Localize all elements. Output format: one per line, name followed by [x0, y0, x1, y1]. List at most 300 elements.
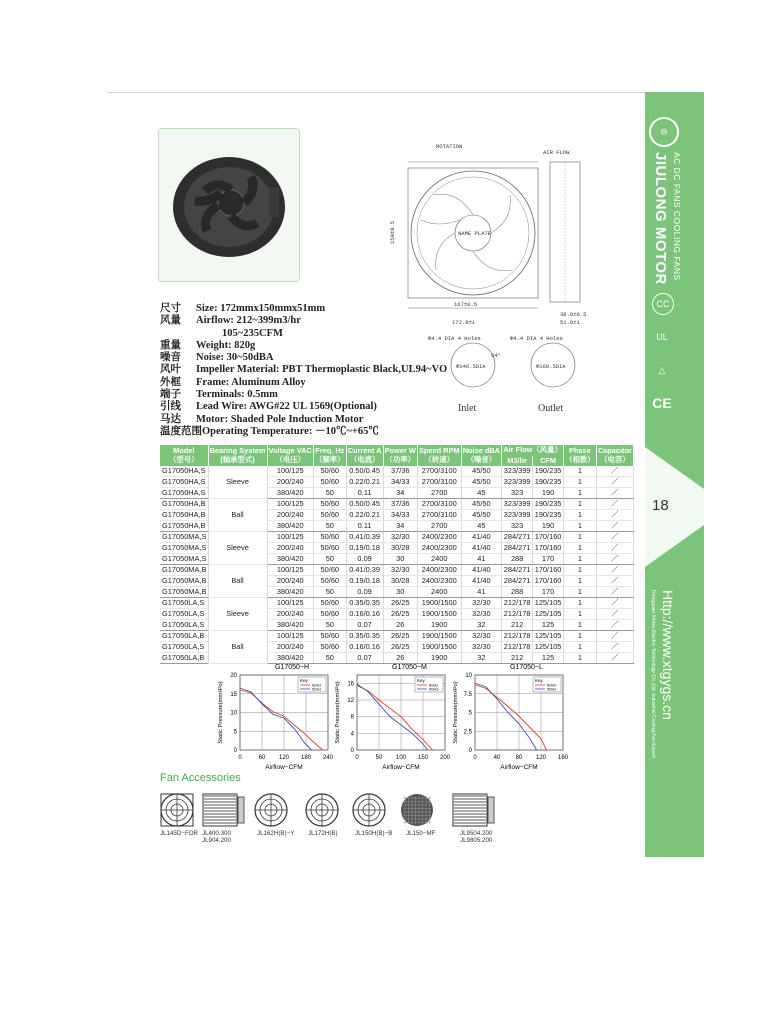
- x-tick-label: 60: [258, 755, 266, 761]
- table-cell: 1900/1500: [417, 609, 461, 620]
- dim-167: 167±0.5: [454, 301, 478, 308]
- table-cell: 1900/1500: [417, 598, 461, 609]
- table-cell: 100/125: [267, 532, 313, 543]
- table-cell: 0.22/0.21: [346, 477, 383, 488]
- table-cell: 2700/3100: [417, 510, 461, 521]
- table-cell: ／: [596, 653, 633, 664]
- table-header: Noise dBA （噪音）: [461, 445, 501, 466]
- spec-row: [160, 426, 420, 438]
- table-header: Model （型号）: [160, 445, 208, 466]
- table-header: Speed RPM （转速）: [417, 445, 461, 466]
- dim-150: 150±0.5: [389, 220, 396, 244]
- table-cell: 50/60: [313, 598, 346, 609]
- x-tick-label: 120: [278, 755, 290, 761]
- ce-cert-icon: CE: [652, 395, 672, 411]
- x-tick-label: 160: [557, 755, 569, 761]
- spec-text: Terminals: 0.5mm: [196, 389, 278, 401]
- accessory-label: JL162H(B)−Y: [257, 830, 295, 837]
- x-tick-label: 120: [535, 755, 547, 761]
- accessory-label: JL400.300 JL904.200: [202, 830, 231, 844]
- bearing-cell: Sleeve: [208, 466, 267, 499]
- y-tick-label: 20: [230, 673, 237, 679]
- accessory-image: [305, 793, 345, 832]
- dimension-drawing: [388, 140, 616, 418]
- x-axis-label: Airflow−CFM: [265, 764, 303, 771]
- table-cell: 1: [564, 488, 597, 499]
- table-cell: 50: [313, 653, 346, 664]
- x-axis-label: Airflow−CFM: [500, 764, 538, 771]
- chart-svg: [335, 664, 451, 775]
- accessory-image: [452, 793, 496, 832]
- table-cell: 190: [533, 488, 564, 499]
- x-tick-label: 0: [355, 755, 359, 761]
- table-cell: 288: [502, 587, 533, 598]
- bearing-cell: Sleeve: [208, 598, 267, 631]
- table-cell: ／: [596, 499, 633, 510]
- table-cell: 2400/2300: [417, 565, 461, 576]
- table-cell: 323/399: [502, 477, 533, 488]
- table-cell: 380/420: [267, 653, 313, 664]
- spec-cn-label: 风叶: [160, 364, 181, 376]
- legend-title: Key: [535, 678, 543, 683]
- table-cell: ／: [596, 587, 633, 598]
- x-tick-label: 80: [515, 755, 523, 761]
- table-cell: ／: [596, 554, 633, 565]
- table-cell: 1: [564, 576, 597, 587]
- website-url: Http://www.xtgygs.cn: [660, 590, 676, 720]
- x-axis-label: Airflow−CFM: [382, 764, 420, 771]
- table-cell: 45/50: [461, 477, 501, 488]
- table-cell: 100/125: [267, 499, 313, 510]
- spec-text: Impeller Material: PBT Thermoplastic Black,UL94~VO: [196, 364, 448, 376]
- model-cell: G17050LA,S: [160, 620, 208, 631]
- spec-list: [160, 303, 448, 438]
- series-line-60hz: [357, 685, 433, 750]
- bearing-cell: Sleeve: [208, 532, 267, 565]
- y-tick-label: 15: [230, 691, 237, 698]
- table-cell: 45/50: [461, 510, 501, 521]
- table-cell: 125/105: [533, 609, 564, 620]
- spec-text: Motor: Shaded Pole Induction Motor: [196, 413, 364, 425]
- table-cell: 0.35/0.35: [346, 631, 383, 642]
- company-tagline: Dongguan Xintao Electric Technology Co.,Ltd. Industrial Cooling Fan Expert: [650, 590, 656, 758]
- table-cell: 2700/3100: [417, 466, 461, 477]
- table-cell: 30/28: [383, 543, 417, 554]
- spec-row: [160, 303, 420, 315]
- table-cell: 100/125: [267, 466, 313, 477]
- x-tick-label: 40: [493, 755, 501, 761]
- y-axis-label: Static Pressure(mmH²o): [218, 681, 224, 744]
- table-cell: 380/420: [267, 521, 313, 532]
- spec-row: [160, 389, 420, 401]
- table-cell: ／: [596, 642, 633, 653]
- x-tick-label: 200: [439, 755, 451, 761]
- table-cell: 26: [383, 620, 417, 631]
- table-cell: ／: [596, 510, 633, 521]
- table-header: Power W （功率）: [383, 445, 417, 466]
- model-cell: G17050MA,S: [162, 554, 207, 563]
- table-cell: ／: [596, 521, 633, 532]
- table-cell: 170/160: [533, 532, 564, 543]
- table-cell: 50/60: [313, 576, 346, 587]
- table-cell: 2400/2300: [417, 532, 461, 543]
- table-cell: 1900/1500: [417, 631, 461, 642]
- table-cell: 32/30: [461, 609, 501, 620]
- table-cell: 1: [564, 532, 597, 543]
- top-rule: [107, 92, 645, 93]
- table-cell: 30: [383, 554, 417, 565]
- table-header: Freq. Hz （频率）: [313, 445, 346, 466]
- chart-title: G17050−M: [392, 664, 427, 671]
- chart-title: G17050−H: [275, 664, 310, 671]
- table-cell: 0.09: [346, 587, 383, 598]
- table-cell: 50/60: [313, 609, 346, 620]
- table-cell: 0.11: [346, 488, 383, 499]
- table-cell: 26/25: [383, 631, 417, 642]
- nameplate-label: NAME PLATE: [458, 230, 492, 237]
- table-cell: 50: [313, 620, 346, 631]
- table-row: [160, 598, 634, 609]
- brand-subtitle: AC DC FANS COOLING FANS: [672, 152, 682, 281]
- spec-row: [160, 364, 448, 376]
- table-cell: 1: [564, 565, 597, 576]
- accessories-title: Fan Accessories: [160, 772, 241, 784]
- table-cell: 26/25: [383, 609, 417, 620]
- accessory-label: JL145D−FOR: [160, 830, 199, 837]
- x-tick-label: 100: [395, 755, 407, 761]
- dia-inlet: Φ146.5DIA: [456, 363, 486, 370]
- table-cell: 2700/3100: [417, 477, 461, 488]
- table-cell: 1: [564, 631, 597, 642]
- chart-svg: [453, 664, 569, 775]
- table-cell: 212/178: [502, 609, 533, 620]
- table-cell: 125/105: [533, 598, 564, 609]
- table-cell: 34: [383, 521, 417, 532]
- model-cell: G17050LA,S: [160, 642, 208, 653]
- table-cell: 50: [313, 521, 346, 532]
- model-cell: G17050HA,B: [160, 521, 208, 532]
- table-cell: 190/235: [533, 466, 564, 477]
- table-cell: 1: [564, 642, 597, 653]
- table-cell: ／: [596, 466, 633, 477]
- table-cell: 125/105: [533, 642, 564, 653]
- table-cell: 200/240: [267, 642, 313, 653]
- table-cell: 1: [564, 620, 597, 631]
- ul-cert-icon: UL: [656, 332, 668, 342]
- x-tick-label: 180: [300, 755, 312, 761]
- table-cell: 0.16/0.16: [346, 642, 383, 653]
- table-cell: 190/235: [533, 499, 564, 510]
- legend-title: Key: [417, 678, 425, 683]
- bearing-cell: Ball: [208, 631, 267, 664]
- table-cell: 0.19/0.18: [346, 543, 383, 554]
- spec-cn-label: 温度范围: [160, 425, 202, 437]
- table-cell: 170: [533, 554, 564, 565]
- table-row: [160, 532, 634, 543]
- table-cell: 323/399: [502, 466, 533, 477]
- spec-text: Airflow: 212~399m3/hr: [196, 315, 301, 327]
- table-cell: 45: [461, 521, 501, 532]
- y-tick-label: 16: [347, 681, 354, 688]
- model-cell: G17050MA,S: [162, 543, 207, 552]
- table-cell: 190: [533, 521, 564, 532]
- series-line-60hz: [240, 690, 323, 750]
- table-header: Capacitor （电容）: [596, 445, 633, 466]
- table-cell: 0.41/0.39: [346, 565, 383, 576]
- table-cell: 50/60: [313, 466, 346, 477]
- spec-text: Weight: 820g: [196, 339, 256, 351]
- table-cell: 323: [502, 488, 533, 499]
- table-cell: 0.35/0.35: [346, 598, 383, 609]
- table-cell: ／: [596, 543, 633, 554]
- spec-text: 105~235CFM: [222, 327, 283, 339]
- spec-cn-label: 引线: [160, 401, 181, 413]
- y-tick-label: 0: [233, 748, 237, 754]
- model-cell: G17050MA,B: [162, 565, 207, 574]
- table-cell: 200/240: [267, 543, 313, 554]
- table-cell: 170/160: [533, 543, 564, 554]
- legend-entry: 60Hz: [547, 682, 557, 688]
- table-cell: 1: [564, 477, 597, 488]
- y-axis-label: Static Pressure(mmH²o): [335, 681, 341, 744]
- table-cell: 41: [461, 587, 501, 598]
- bearing-cell: Ball: [208, 499, 267, 532]
- y-tick-label: 5: [233, 729, 237, 736]
- table-cell: 284/271: [502, 565, 533, 576]
- table-cell: 50: [313, 488, 346, 499]
- spec-table: [160, 445, 634, 664]
- table-cell: 32/30: [461, 642, 501, 653]
- page-number: 18: [652, 497, 669, 514]
- legend-title: Key: [300, 678, 308, 683]
- table-cell: 0.07: [346, 620, 383, 631]
- table-cell: 1: [564, 510, 597, 521]
- table-cell: 2400: [417, 554, 461, 565]
- table-cell: 0.16/0.16: [346, 609, 383, 620]
- model-cell: G17050MA,S: [162, 532, 207, 541]
- table-cell: 2700: [417, 488, 461, 499]
- spec-cn-label: 重量: [160, 339, 181, 351]
- table-cell: ／: [596, 576, 633, 587]
- table-cell: 32/30: [461, 598, 501, 609]
- table-cell: 0.41/0.39: [346, 532, 383, 543]
- series-line-50hz: [475, 683, 537, 750]
- y-tick-label: 10: [465, 673, 472, 679]
- spec-text: Lead Wire: AWG#22 UL 1569(Optional): [196, 401, 377, 413]
- dim-38: 38.0±0.5: [560, 311, 587, 318]
- spec-row: [160, 401, 420, 413]
- table-cell: 200/240: [267, 477, 313, 488]
- table-cell: 1: [564, 466, 597, 477]
- table-cell: 41/40: [461, 543, 501, 554]
- table-cell: 200/240: [267, 510, 313, 521]
- rotation-label: ROTATION: [436, 143, 463, 150]
- table-cell: 170/160: [533, 576, 564, 587]
- legend-entry: 50Hz: [429, 686, 439, 692]
- dim-51: 51.0±1: [560, 319, 580, 326]
- spec-cn-label: 噪音: [160, 352, 181, 364]
- table-subheader: M3/hr: [502, 456, 533, 467]
- accessory-label: JL150H(B)−B: [355, 830, 393, 837]
- table-cell: 26/25: [383, 598, 417, 609]
- table-cell: 50: [313, 587, 346, 598]
- spec-cn-label: 外框: [160, 376, 181, 388]
- y-tick-label: 8: [350, 714, 354, 721]
- table-cell: 200/240: [267, 609, 313, 620]
- table-cell: 125: [533, 653, 564, 664]
- dia-outlet: Φ168.5DIA: [536, 363, 566, 370]
- table-cell: 0.07: [346, 653, 383, 664]
- y-tick-label: 7.5: [463, 691, 472, 698]
- chart-g17050-l: [453, 664, 569, 775]
- table-cell: 2400/2300: [417, 543, 461, 554]
- table-cell: 1900: [417, 620, 461, 631]
- table-cell: 100/125: [267, 631, 313, 642]
- spec-text: Operating Temperature: －10℃~+65℃: [202, 425, 379, 437]
- dim-172: 172.0±1: [452, 319, 476, 326]
- table-cell: 323/399: [502, 499, 533, 510]
- table-cell: 0.50/0.45: [346, 466, 383, 477]
- table-cell: 1900: [417, 653, 461, 664]
- angle-label: 54°: [491, 352, 501, 359]
- table-cell: 0.50/0.45: [346, 499, 383, 510]
- table-cell: 37/36: [383, 499, 417, 510]
- spec-row: [160, 315, 420, 327]
- table-cell: 2700: [417, 521, 461, 532]
- table-row: [160, 466, 634, 477]
- spec-row: [160, 377, 420, 389]
- spec-row: [160, 340, 420, 352]
- table-cell: 380/420: [267, 488, 313, 499]
- spec-row: [160, 328, 420, 340]
- table-cell: 212: [502, 653, 533, 664]
- table-cell: 2700/3100: [417, 499, 461, 510]
- table-cell: ／: [596, 565, 633, 576]
- table-cell: 125/105: [533, 631, 564, 642]
- table-cell: 0.11: [346, 521, 383, 532]
- table-cell: 32/30: [461, 631, 501, 642]
- x-tick-label: 50: [375, 755, 383, 761]
- table-cell: 50/60: [313, 532, 346, 543]
- table-cell: 1: [564, 499, 597, 510]
- table-cell: ／: [596, 620, 633, 631]
- table-cell: 212/178: [502, 598, 533, 609]
- y-tick-label: 12: [347, 698, 354, 704]
- x-tick-label: 0: [473, 755, 477, 761]
- y-tick-label: 0: [468, 748, 472, 754]
- x-tick-label: 0: [238, 755, 242, 761]
- series-line-60hz: [475, 685, 547, 750]
- table-header: Air Flow（风量）: [503, 445, 562, 454]
- holes-label-outlet: Φ4.4 DIA 4 Holes: [510, 335, 563, 342]
- brand-name: JIULONG MOTOR: [652, 152, 669, 285]
- table-header: Phase （相数）: [564, 445, 597, 466]
- table-cell: 1: [564, 598, 597, 609]
- table-cell: 50/60: [313, 565, 346, 576]
- legend-entry: 60Hz: [429, 682, 439, 688]
- table-cell: 1: [564, 609, 597, 620]
- table-cell: 323/399: [502, 510, 533, 521]
- table-cell: 100/125: [267, 598, 313, 609]
- table-cell: 100/125: [267, 565, 313, 576]
- table-cell: 32: [461, 620, 501, 631]
- table-cell: 284/271: [502, 576, 533, 587]
- table-cell: 125: [533, 620, 564, 631]
- table-cell: 45: [461, 488, 501, 499]
- legend-entry: 50Hz: [312, 686, 322, 692]
- spec-row: [160, 352, 420, 364]
- table-cell: 1: [564, 653, 597, 664]
- table-row: [160, 565, 634, 576]
- table-header: Current A （电流）: [346, 445, 383, 466]
- table-cell: 32: [461, 653, 501, 664]
- chart-g17050-m: [335, 664, 451, 775]
- model-cell: G17050LA,S: [160, 609, 208, 620]
- table-cell: 380/420: [267, 620, 313, 631]
- table-cell: 41/40: [461, 576, 501, 587]
- table-cell: 1: [564, 543, 597, 554]
- tuv-cert-icon: △: [658, 365, 666, 375]
- table-cell: 323: [502, 521, 533, 532]
- table-cell: 41/40: [461, 565, 501, 576]
- table-cell: 26: [383, 653, 417, 664]
- table-cell: 212/178: [502, 631, 533, 642]
- accessory-image: [400, 793, 436, 832]
- outlet-caption: Outlet: [538, 403, 563, 414]
- y-tick-label: 10: [230, 710, 237, 717]
- accessory-image: [254, 793, 294, 832]
- table-cell: 284/271: [502, 543, 533, 554]
- table-cell: 34: [383, 488, 417, 499]
- accessory-image: [202, 793, 246, 832]
- spec-cn-label: 马达: [160, 413, 181, 425]
- table-cell: 37/36: [383, 466, 417, 477]
- series-line-50hz: [240, 688, 312, 750]
- table-cell: 50/60: [313, 642, 346, 653]
- airflow-label: AIR FLOW: [543, 149, 570, 156]
- spec-cn-label: 尺寸: [160, 303, 181, 314]
- chart-title: G17050−L: [510, 664, 543, 671]
- spec-cn-label: 风量: [160, 315, 181, 327]
- table-cell: 32/30: [383, 565, 417, 576]
- spec-text: Noise: 30~50dBA: [196, 352, 274, 364]
- table-cell: 41: [461, 554, 501, 565]
- table-cell: 34/33: [383, 477, 417, 488]
- table-cell: 30/28: [383, 576, 417, 587]
- ccc-cert-icon: CC: [652, 293, 674, 315]
- table-cell: 170/160: [533, 565, 564, 576]
- table-cell: 288: [502, 554, 533, 565]
- table-cell: ／: [596, 598, 633, 609]
- table-cell: 30: [383, 587, 417, 598]
- legend-entry: 60Hz: [312, 682, 322, 688]
- table-cell: 170: [533, 587, 564, 598]
- model-cell: G17050HA,S: [160, 477, 208, 488]
- table-cell: 41/40: [461, 532, 501, 543]
- inlet-caption: Inlet: [458, 403, 477, 414]
- table-cell: 50/60: [313, 543, 346, 554]
- table-cell: 190/235: [533, 510, 564, 521]
- model-cell: G17050HA,S: [160, 466, 208, 477]
- series-line-50hz: [357, 684, 427, 750]
- table-cell: 0.09: [346, 554, 383, 565]
- y-tick-label: 5: [468, 710, 472, 717]
- holes-label-inlet: Φ4.4 DIA 4 Holes: [428, 335, 481, 342]
- table-cell: 212: [502, 620, 533, 631]
- table-cell: 2400: [417, 587, 461, 598]
- table-row: [160, 631, 634, 642]
- model-cell: G17050MA,B: [162, 576, 207, 585]
